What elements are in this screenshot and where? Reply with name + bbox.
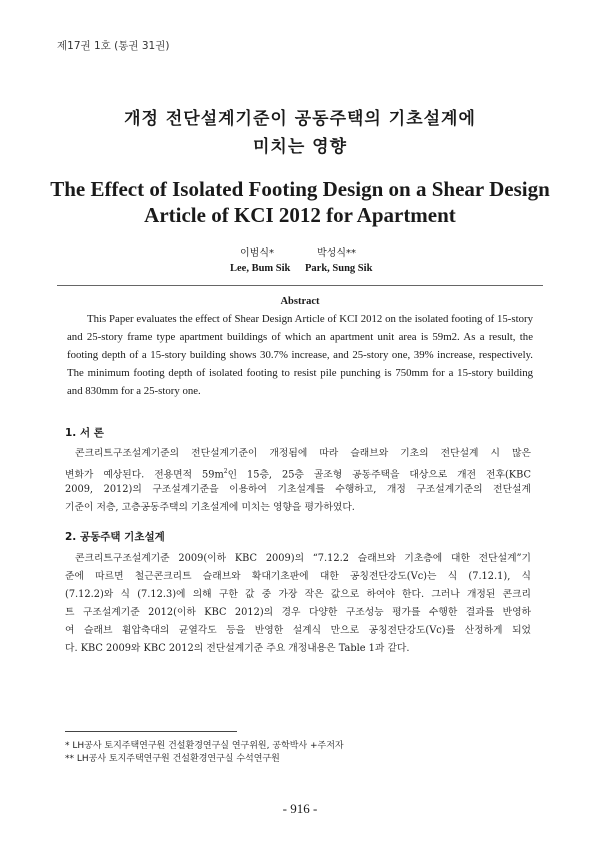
footnote-2: ** LH공사 토지주택연구원 건설환경연구실 수석연구원 <box>65 754 280 764</box>
author-2-english: Park, Sung Sik <box>305 263 373 274</box>
abstract-heading: Abstract <box>280 296 320 307</box>
issue-label: 제17권 1호 (통권 31권) <box>57 40 170 52</box>
korean-title-line-2: 미치는 영향 <box>252 137 348 157</box>
section-1-line-3: 2009, 2012)의 구조설계기준을 이용하여 기초설계를 수행하고, 개정 구조설계기준의 전단설계 <box>65 484 531 495</box>
section-1-heading: 1. 서 론 <box>65 427 104 439</box>
author-2-korean: 박성식** <box>317 248 356 259</box>
divider-rule <box>57 285 543 286</box>
section-2-line-5: 여 슬래브 휨압축대의 균열각도 등을 반영한 설계식 만으로 공칭전단강도(Vc)를 산정하게 되었 <box>65 625 531 636</box>
section-2-line-1: 콘크리트구조설계기준 2009(이하 KBC 2009)의 “7.12.2 슬래브와 기초층에 대한 전단설계”기 <box>75 553 531 564</box>
section-2-line-2: 준에 따르면 철근콘크리트 슬래브와 확대기초판에 대한 공칭전단강도(Vc)는 식 (7.12.1), 식 <box>65 571 531 582</box>
section-2-line-6: 다. KBC 2009와 KBC 2012의 전단설계기준 주요 개정내용은 Table 1과 같다. <box>65 643 410 654</box>
author-1-korean: 이범식* <box>240 248 274 259</box>
english-title-line-2: Article of KCI 2012 for Apartment <box>144 203 456 227</box>
abstract-text: This Paper evaluates the effect of Shear Design Article of KCI 2012 on the isolated footing of 15-story and 25-story frame type apartment buildings of which an apartment unit area is 59m2. As a result, the footing depth of a 15-story building shows 30.7% increase, and 25-story one, 39% increase, respectively. The minimum footing depth of isolated footing to resist pile punching is 750mm for a 15-story building and 830mm for a 25-story one. <box>67 313 533 397</box>
section-2-heading: 2. 공동주택 기초설계 <box>65 531 165 543</box>
english-title-line-1: The Effect of Isolated Footing Design on a Shear Design <box>50 177 550 201</box>
section-2-line-4: 트 구조설계기준 2012(이하 KBC 2012)의 경우 다양한 구조성능 평가를 수행한 결과를 반영하 <box>65 607 531 618</box>
section-1-line-4: 기준이 저층, 고층공동주택의 기초설계에 미치는 영향을 평가하였다. <box>65 502 355 513</box>
section-1-line-2b: 인 15층, 25층 골조형 공동주택을 대상으로 개전 전후(KBC <box>227 469 531 481</box>
footnote-1: * LH공사 토지주택연구원 건설환경연구실 연구위원, 공학박사 +주저자 <box>65 741 344 751</box>
section-1-line-2 <box>65 465 531 482</box>
page-number: - 916 - <box>282 801 318 816</box>
korean-title-line-1: 개정 전단설계기준이 공동주택의 기초설계에 <box>124 109 476 129</box>
footnote-rule <box>65 731 237 732</box>
section-1-line-1: 콘크리트구조설계기준의 전단설계기준이 개정됨에 따라 슬래브와 기초의 전단설계 시 많은 <box>75 448 531 459</box>
author-1-english: Lee, Bum Sik <box>230 263 291 274</box>
section-1-line-2a: 변화가 예상된다. 전용면적 59m <box>65 469 224 481</box>
squared-superscript: 2 <box>223 468 228 475</box>
section-2-line-3: (7.12.2)와 식 (7.12.3)에 의해 구한 값 중 가장 작은 값으로 하여야 한다. 그러나 개정된 콘크리 <box>65 589 531 600</box>
